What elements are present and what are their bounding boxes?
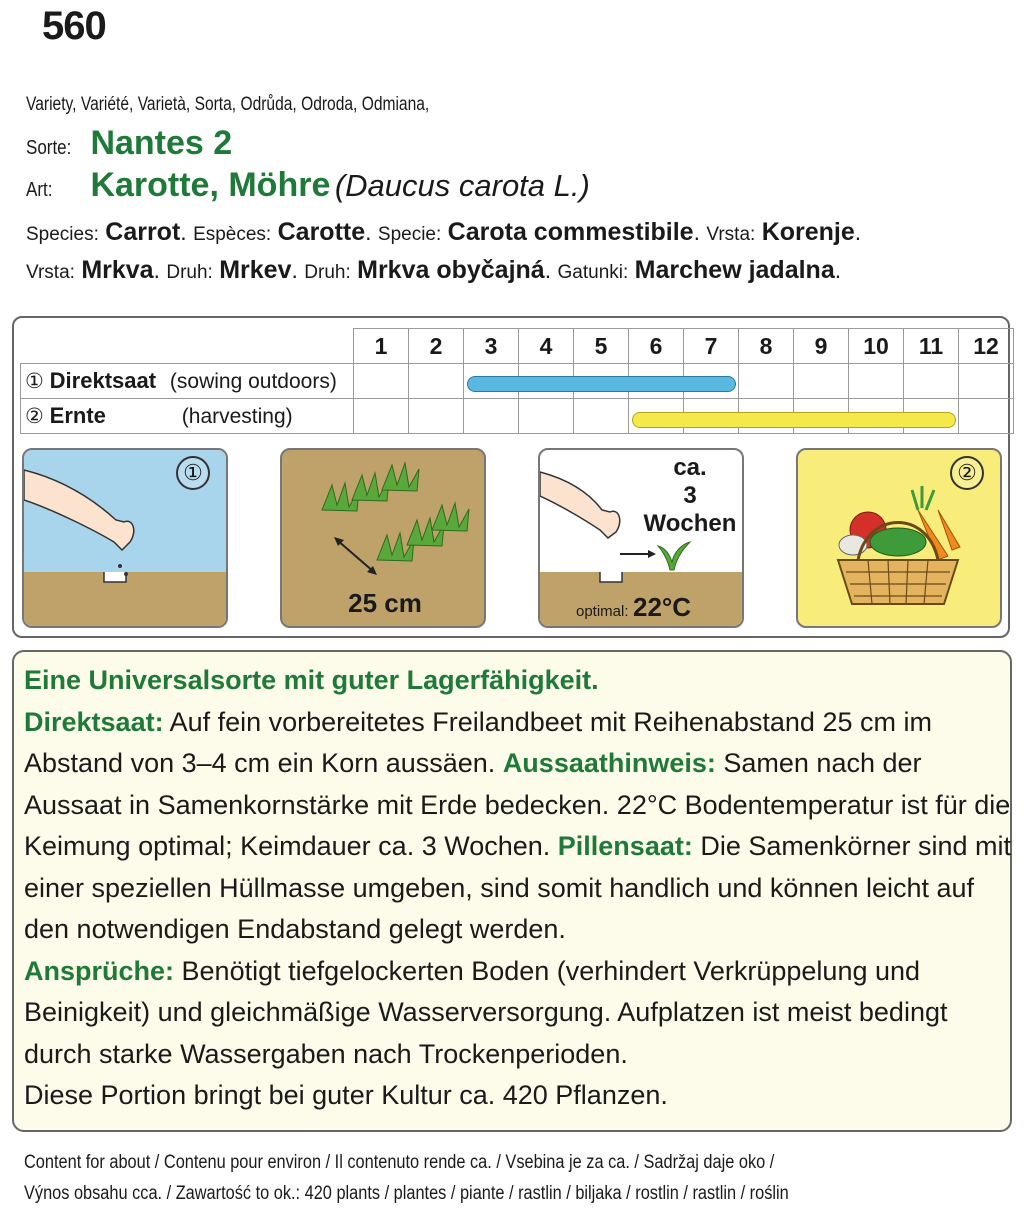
variety-languages-line: Variety, Variété, Varietà, Sorta, Odrůda, Odroda, Odmiana, (26, 94, 430, 115)
separator: . (153, 257, 160, 283)
harvest-row-label (21, 399, 354, 434)
species-value: Mrkev (219, 256, 292, 284)
step-2-badge: ② (950, 456, 984, 490)
content-footer-line1: Content for about / Contenu pour environ / Il contenuto rende ca. / Vsebina je za ca. / Sadržaj daje oko / (24, 1152, 775, 1173)
separator: . (693, 219, 700, 245)
harvest-period-bar (632, 412, 956, 428)
description-headline: Eine Universalsorte mit guter Lagerfähigkeit. (24, 665, 599, 695)
sorte-label: Sorte: (26, 137, 72, 159)
seedlings-icon (282, 450, 486, 580)
optimal-label: optimal: (576, 603, 629, 620)
species-label: Gatunki: (557, 262, 629, 283)
step-1-badge: ① (176, 456, 210, 490)
sowing-period-bar (467, 376, 736, 392)
species-value: Carotte (277, 218, 366, 246)
species-value: Carrot (105, 218, 181, 246)
germination-duration (640, 454, 740, 538)
ansprueche-text: Benötigt tiefgelockerten Boden (verhindert Verkrüppelung und Beinigkeit) und gleichmäßige Wasserversorgung. Aufplatzen ist meist bedingt durch starke Wassergaben nach Trockenperioden. (24, 955, 948, 1069)
month-7: 7 (684, 329, 739, 364)
species-name: Karotte, Möhre (90, 166, 331, 204)
separator: . (180, 219, 187, 245)
product-number: 560 (42, 4, 106, 48)
row-spacing-illustration (280, 448, 486, 628)
step-2-symbol: ② (25, 405, 44, 428)
requirements-paragraph (24, 951, 1014, 1076)
temperature-value: 22°C (632, 592, 692, 622)
pillensaat-heading: Pillensaat: (557, 831, 693, 861)
separator: . (834, 257, 842, 283)
harvest-translation: (harvesting) (181, 405, 293, 428)
aussaathinweis-heading: Aussaathinweis: (502, 748, 716, 778)
species-value: Korenje (761, 218, 855, 246)
art-row (26, 166, 590, 205)
sowing-translation: (sowing outdoors) (169, 370, 337, 393)
sowing-illustration (22, 448, 228, 628)
species-value: Mrkva obyčajná (357, 256, 545, 284)
direktsaat-text: Auf fein vorbereitetes Freilandbeet mit Reihenabstand 25 cm im Abstand von 3–4 cm ein Korn aussäen. (24, 706, 932, 778)
harvest-label: Ernte (49, 403, 106, 428)
art-label: Art: (26, 179, 53, 201)
month-12: 12 (959, 329, 1014, 364)
month-5: 5 (574, 329, 629, 364)
month-8: 8 (739, 329, 794, 364)
month-4: 4 (519, 329, 574, 364)
separator: . (544, 257, 552, 283)
description-text (24, 660, 1014, 1117)
latin-name: (Daucus carota L.) (334, 168, 590, 203)
calendar-corner (21, 329, 354, 364)
separator: . (291, 257, 298, 283)
species-label: Druh: (304, 262, 351, 283)
sowing-row-label (21, 364, 354, 399)
sorte-row (26, 124, 232, 163)
month-2: 2 (409, 329, 464, 364)
species-value: Mrkva (81, 256, 154, 284)
species-value: Carota commestibile (447, 218, 694, 246)
month-3: 3 (464, 329, 519, 364)
harvest-illustration (796, 448, 1002, 628)
step-1-symbol: ① (25, 370, 44, 393)
species-label: Specie: (377, 224, 442, 245)
month-6: 6 (629, 329, 684, 364)
germination-weeks: 3 Wochen (643, 482, 737, 537)
species-translations-line1 (26, 218, 861, 247)
direktsaat-heading: Direktsaat: (24, 706, 164, 737)
germination-approx: ca. (673, 454, 707, 481)
species-translations-line2 (26, 256, 841, 285)
separator: . (365, 219, 372, 245)
month-10: 10 (849, 329, 904, 364)
aussaathinweis-text: Samen nach der Aussaat in Samenkornstärke mit Erde bedecken. 22°C Bodentemperatur ist für die Keimung optimal; Keimdauer ca. 3 Wochen. (24, 748, 1011, 861)
content-footer-line2: Výnos obsahu cca. / Zawartość to ok.: 420 plants / plantes / piante / rastlin / biljaka / rostlin / rastlin / roślin (24, 1183, 789, 1204)
species-label: Vrsta: (26, 262, 75, 283)
species-label: Species: (26, 224, 99, 245)
month-header-row (21, 329, 1014, 364)
month-9: 9 (794, 329, 849, 364)
species-label: Druh: (166, 262, 213, 283)
portion-yield: Diese Portion bringt bei guter Kultur ca. 420 Pflanzen. (24, 1080, 668, 1110)
species-label: Vrsta: (706, 224, 756, 245)
ansprueche-heading: Ansprüche: (24, 955, 175, 986)
pillensaat-text: Die Samenkörner sind mit einer speziellen Hüllmasse umgeben, sind somit handlich und können leicht auf den notwendigen Endabstand gelegt werden. (24, 831, 1011, 944)
separator: . (854, 219, 862, 245)
germination-illustration (538, 448, 744, 628)
row-spacing-value: 25 cm (348, 588, 422, 618)
variety-name: Nantes 2 (90, 124, 233, 162)
sowing-label: Direktsaat (49, 368, 157, 393)
species-label: Espèces: (193, 224, 272, 245)
month-1: 1 (354, 329, 409, 364)
species-value: Marchew jadalna (634, 256, 835, 284)
description-body (24, 702, 1014, 951)
optimal-temperature (576, 592, 691, 623)
month-11: 11 (904, 329, 959, 364)
